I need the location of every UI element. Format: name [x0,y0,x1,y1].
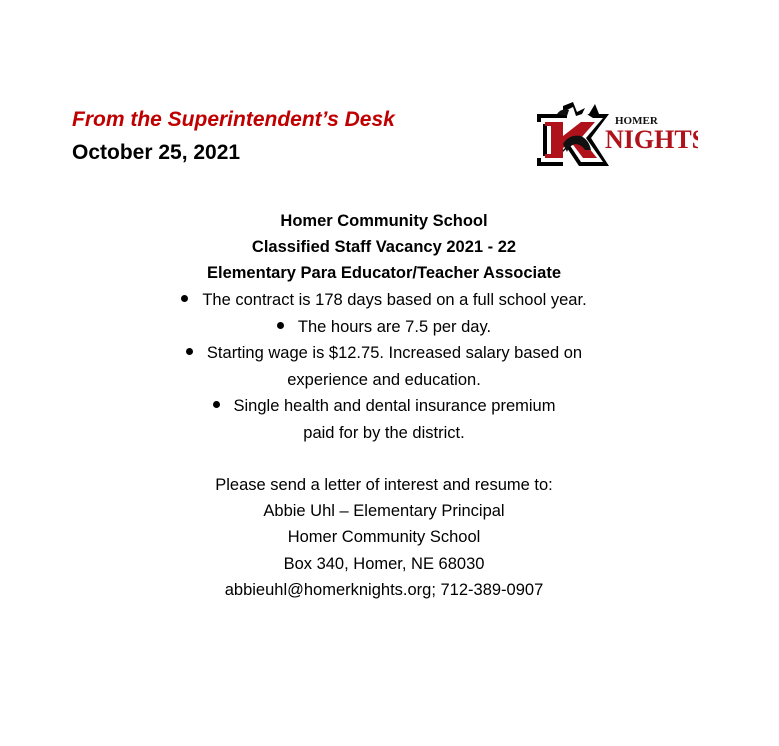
svg-text:HOMER: HOMER [615,115,658,127]
page-title: From the Superintendent’s Desk [72,108,395,131]
bullet-continuation: experience and education. [287,370,481,389]
contact-name: Abbie Uhl – Elementary Principal [263,502,505,521]
contact-school: Homer Community School [287,528,481,547]
bullet-icon [181,295,188,302]
bullet-list [0,287,768,446]
contact-email-phone: abbieuhl@homerknights.org; 712-389-0907 [224,580,544,599]
bullet-icon [277,322,284,329]
bullet-icon [186,348,193,355]
school-name: Homer Community School [280,212,488,230]
homer-knights-logo [533,100,698,172]
bullet-continuation: paid for by the district. [303,423,465,442]
bullet-item: Single health and dental insurance premium [0,393,768,420]
knight-k-icon [533,100,698,172]
contact-intro: Please send a letter of interest and resume to: [215,476,553,494]
contact-info [0,472,768,603]
svg-text:NIGHTS: NIGHTS [605,125,698,154]
bullet-icon [213,401,220,408]
position-title: Elementary Para Educator/Teacher Associate [207,264,561,282]
contact-address: Box 340, Homer, NE 68030 [283,554,485,573]
vacancy-title: Classified Staff Vacancy 2021 - 22 [251,238,517,256]
bullet-item: Starting wage is $12.75. Increased salary based on [0,340,768,367]
posting-date: October 25, 2021 [72,141,241,164]
vacancy-titles [0,208,768,286]
bullet-item: The hours are 7.5 per day. [0,314,768,341]
bullet-item: The contract is 178 days based on a full school year. [0,287,768,314]
